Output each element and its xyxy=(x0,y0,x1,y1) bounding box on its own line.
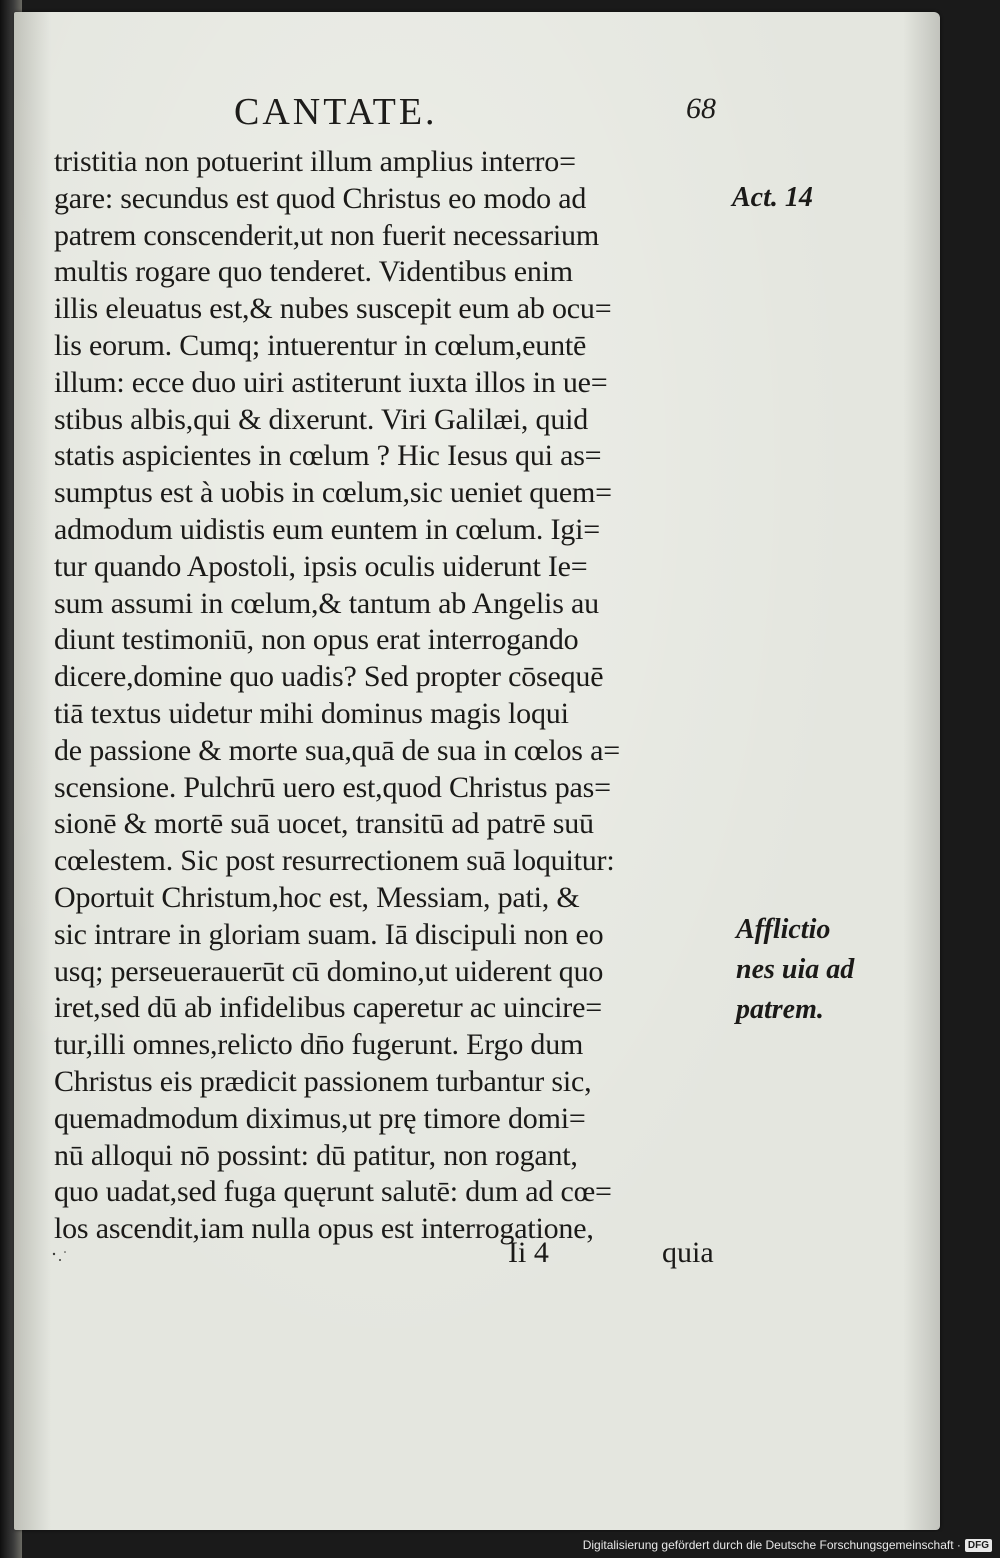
text-line: illis eleuatus est,& nubes suscepit eum ab ocu= xyxy=(54,292,612,326)
dfg-logo-icon: DFG xyxy=(965,1539,992,1552)
text-line: iret,sed dū ab infidelibus caperetur ac uincire= xyxy=(54,991,602,1025)
signature-mark: Ii 4 xyxy=(508,1236,549,1269)
text-line: lis eorum. Cumq; intuerentur in cœlum,euntē xyxy=(54,328,587,362)
running-head: CANTATE. xyxy=(234,91,438,133)
text-line: sumptus est à uobis in cœlum,sic ueniet quem= xyxy=(54,476,612,510)
text-line: quemadmodum diximus,ut prę timore domi= xyxy=(54,1101,586,1135)
page-foot xyxy=(14,1236,940,1276)
text-line: cœlestem. Sic post resurrectionem suā loquitur: xyxy=(54,844,615,878)
text-line: tristitia non potuerint illum amplius interro= xyxy=(54,145,576,178)
text-line: statis aspicientes in cœlum ? Hic Iesus qui as= xyxy=(54,439,602,473)
text-line: los ascendit,iam nulla opus est interrogatione, xyxy=(54,1212,594,1246)
catchword: quia xyxy=(662,1236,714,1269)
ink-specks xyxy=(50,1246,70,1266)
text-line: tur,illi omnes,relicto dn̄o fugerunt. Ergo dum xyxy=(54,1028,584,1062)
text-line: Oportuit Christum,hoc est, Messiam, pati, & xyxy=(54,880,580,914)
folio-number: 68 xyxy=(686,92,716,125)
text-line: sic intrare in gloriam suam. Iā discipuli non eo xyxy=(54,917,604,951)
text-line: tiā textus uidetur mihi dominus magis loqui xyxy=(54,696,569,730)
text-line: multis rogare quo tenderet. Videntibus enim xyxy=(54,255,573,289)
text-line: Christus eis prædicit passionem turbantur sic, xyxy=(54,1064,592,1098)
text-line: illum: ecce duo uiri astiterunt iuxta illos in ue= xyxy=(54,365,608,399)
marginal-note-afflictio xyxy=(736,910,854,1030)
marginal-note-line: nes uia ad xyxy=(736,954,855,985)
digitization-footer xyxy=(580,1532,1000,1558)
text-line: dicere,domine quo uadis? Sed propter cōsequē xyxy=(54,660,604,694)
text-line: usq; perseuerauerūt cū domino,ut uiderent quo xyxy=(54,954,604,988)
book-page xyxy=(14,12,940,1530)
text-line: sionē & mortē suā uocet, transitū ad patrē suū xyxy=(54,807,594,841)
marginal-note-act: Act. 14 xyxy=(732,182,813,213)
main-text-block xyxy=(54,144,734,1248)
text-line: gare: secundus est quod Christus eo modo ad xyxy=(54,181,587,215)
marginal-note-line: patrem. xyxy=(736,994,824,1025)
text-line: admodum uidistis eum euntem in cœlum. Igi= xyxy=(54,512,600,546)
text-line: scensione. Pulchrū uero est,quod Christus pas= xyxy=(54,770,611,804)
text-line: diunt testimoniū, non opus erat interrogando xyxy=(54,623,579,657)
text-line: tur quando Apostoli, ipsis oculis uiderunt Ie= xyxy=(54,549,588,583)
text-line: stibus albis,qui & dixerunt. Viri Galilæi, quid xyxy=(54,402,589,436)
footer-credit: Digitalisierung gefördert durch die Deutsche Forschungsgemeinschaft · xyxy=(582,1538,961,1552)
text-line: sum assumi in cœlum,& tantum ab Angelis au xyxy=(54,586,599,620)
text-line: de passione & morte sua,quā de sua in cœlos a= xyxy=(54,733,620,767)
text-line: quo uadat,sed fuga quęrunt salutē: dum ad cœ= xyxy=(54,1175,612,1209)
text-line: patrem conscenderit,ut non fuerit necessarium xyxy=(54,218,599,252)
text-line: nū alloqui nō possint: dū patitur, non rogant, xyxy=(54,1138,578,1172)
marginal-note-line: Afflictio xyxy=(736,914,831,945)
